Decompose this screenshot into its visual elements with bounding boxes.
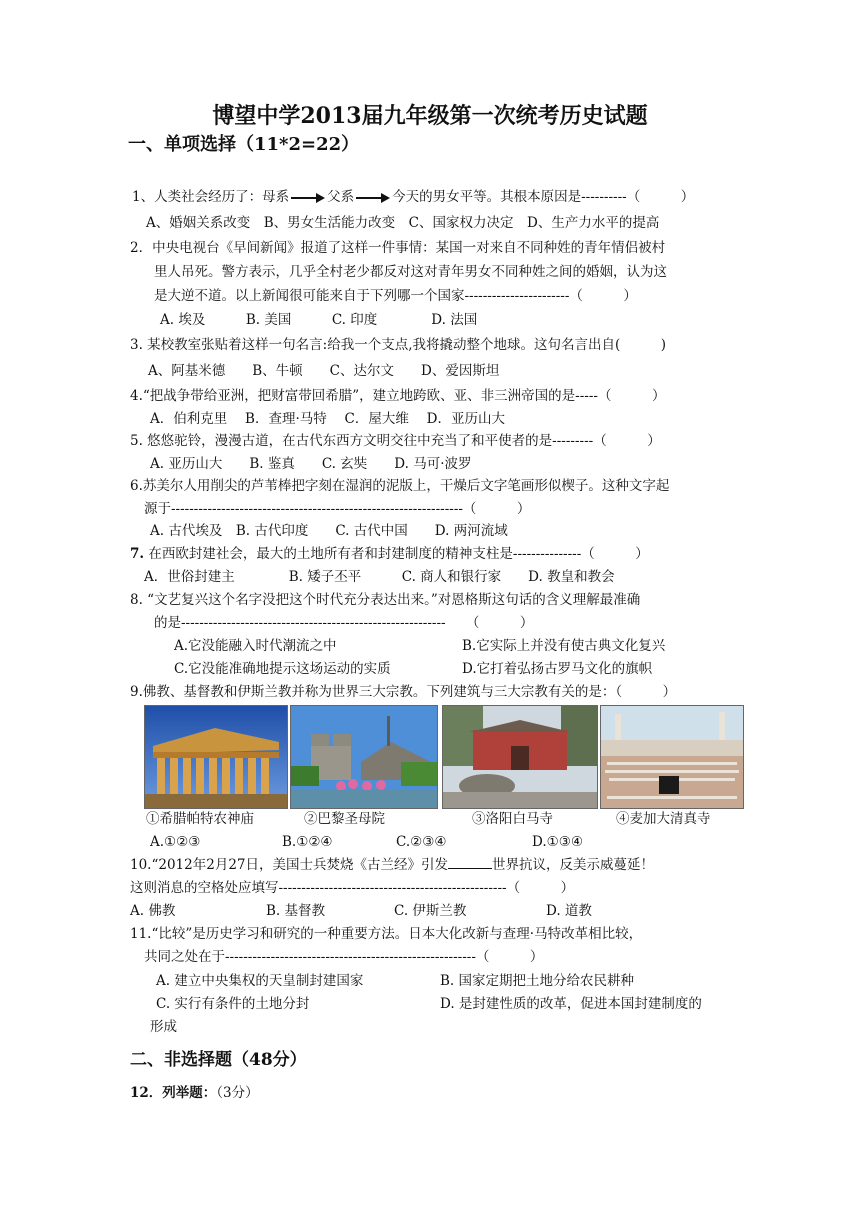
q10-blank [448,856,492,869]
white-horse-temple-photo [442,705,598,809]
q7-line-1 [130,545,649,563]
q2-options: A. 埃及 B. 美国 C. 印度 D. 法国 [160,312,478,328]
q3-options: A、阿基米德 B、牛顿 C、达尔文 D、爱因斯坦 [148,363,500,379]
q10-line-2: 这则消息的空格处应填写--------------------------------------------------（ ） [130,880,575,896]
q1-options: A、婚姻关系改变 B、男女生活能力改变 C、国家权力决定 D、生产力水平的提高 [146,215,660,231]
q4-options: A．伯利克里 B．查理·马特 C．屋大维 D．亚历山大 [150,411,505,427]
q7-options: A．世俗封建主 B. 矮子丕平 C. 商人和银行家 D. 教皇和教会 [144,569,615,585]
q10-text-b: 世界抗议，反美示威蔓延！ [492,857,654,873]
q12-label: 12．列举题： [130,1085,217,1101]
q10-option-b: B. 基督教 [266,903,326,919]
q9-caption-3: ③洛阳白马寺 [472,811,553,827]
section-2-heading: 二、非选择题（48分） [130,1050,307,1070]
notre-dame-photo [290,705,438,809]
q10-option-c: C. 伊斯兰教 [394,903,467,919]
q5-options: A. 亚历山大 B. 鉴真 C. 玄奘 D. 马可·波罗 [150,456,472,472]
q6-line-1: 6.苏美尔人用削尖的芦苇棒把字刻在湿润的泥版上，干燥后文字笔画形似楔子。这种文字起 [130,478,670,494]
q7-text: 在西欧封建社会，最大的土地所有者和封建制度的精神支柱是---------------（ ） [144,546,649,562]
q1-text-a: 1、人类社会经历了：母系 [132,189,290,205]
q8-option-d: D.它打着弘扬古罗马文化的旗帜 [462,661,653,677]
q11-option-d-cont: 形成 [150,1019,177,1035]
q7-number: 7. [130,546,145,562]
q1-text-b: 父系 [327,189,355,205]
q9-caption-4: ④麦加大清真寺 [616,811,711,827]
q10-option-d: D. 道教 [546,903,592,919]
q11-line-2: 共同之处在于-------------------------------------------------------（ ） [144,949,544,965]
q8-option-a: A.它没能融入时代潮流之中 [174,638,337,654]
q11-option-c: C. 实行有条件的土地分封 [156,996,310,1012]
q12-line [130,1084,259,1102]
q6-line-2: 源于----------------------------------------------------------------（ ） [144,501,531,517]
q10-line-1 [130,856,654,874]
exam-title: 博望中学2013届九年级第一次统考历史试题 [212,103,648,129]
q8-line-1: 8. “文艺复兴这个名字没把这个时代充分表达出来。”对恩格斯这句话的含义理解最准确 [130,592,641,608]
parthenon-photo [144,705,288,809]
q9-option-d: D.①③④ [532,834,583,850]
q9-option-c: C.②③④ [396,834,447,850]
q10-text-a: 10.“2012年2月27日，美国士兵焚烧《古兰经》引发 [130,857,448,873]
q11-option-d: D. 是封建性质的改革，促进本国封建制度的 [440,996,702,1012]
arrow-icon [291,193,325,203]
q8-option-b: B.它实际上并没有使古典文化复兴 [462,638,666,654]
arrow-icon [356,193,390,203]
q5-line-1: 5. 悠悠驼铃，漫漫古道，在古代东西方文明交往中充当了和平使者的是---------（ ） [130,433,661,449]
section-1-heading: 一、单项选择（11*2=22） [128,134,360,155]
q9-line-1: 9.佛教、基督教和伊斯兰教并称为世界三大宗教。下列建筑与三大宗教有关的是：（ ） [130,684,677,700]
q6-options: A. 古代埃及 B. 古代印度 C. 古代中国 D. 两河流域 [150,523,508,539]
q10-option-a: A. 佛教 [130,903,176,919]
q2-line-3: 是大逆不道。以上新闻很可能来自于下列哪一个国家-----------------------（ ） [154,288,637,304]
q9-option-b: B.①②④ [282,834,333,850]
q11-option-a: A. 建立中央集权的天皇制封建国家 [156,973,364,989]
q9-option-a: A.①②③ [150,834,201,850]
q3-line-1: 3. 某校教室张贴着这样一句名言:给我一个支点,我将撬动整个地球。这句名言出自( ) [130,337,667,353]
q1-text-c: 今天的男女平等。其根本原因是----------（ ） [392,189,695,205]
q4-line-1: 4.“把战争带给亚洲，把财富带回希腊”，建立地跨欧、亚、非三洲帝国的是-----（ ） [130,388,666,404]
q8-option-c: C.它没能准确地提示这场运动的实质 [174,661,391,677]
q2-line-1: 2．中央电视台《早间新闻》报道了这样一件事情：某国一对来自不同种姓的青年情侣被村 [130,240,666,256]
q9-caption-1: ①希腊帕特农神庙 [146,811,254,827]
question-1 [132,188,694,206]
q9-caption-2: ②巴黎圣母院 [304,811,385,827]
q12-score: （3分） [216,1085,259,1101]
mecca-mosque-photo [600,705,744,809]
q11-option-b: B. 国家定期把土地分给农民耕种 [440,973,635,989]
q2-line-2: 里人吊死。警方表示，几乎全村老少都反对这对青年男女不同种姓之间的婚姻，认为这 [154,264,667,280]
q11-line-1: 11.“比较”是历史学习和研究的一种重要方法。日本大化改新与查理·马特改革相比较， [130,926,643,942]
q8-line-2: 的是---------------------------------------------------------- （ ） [154,615,534,631]
